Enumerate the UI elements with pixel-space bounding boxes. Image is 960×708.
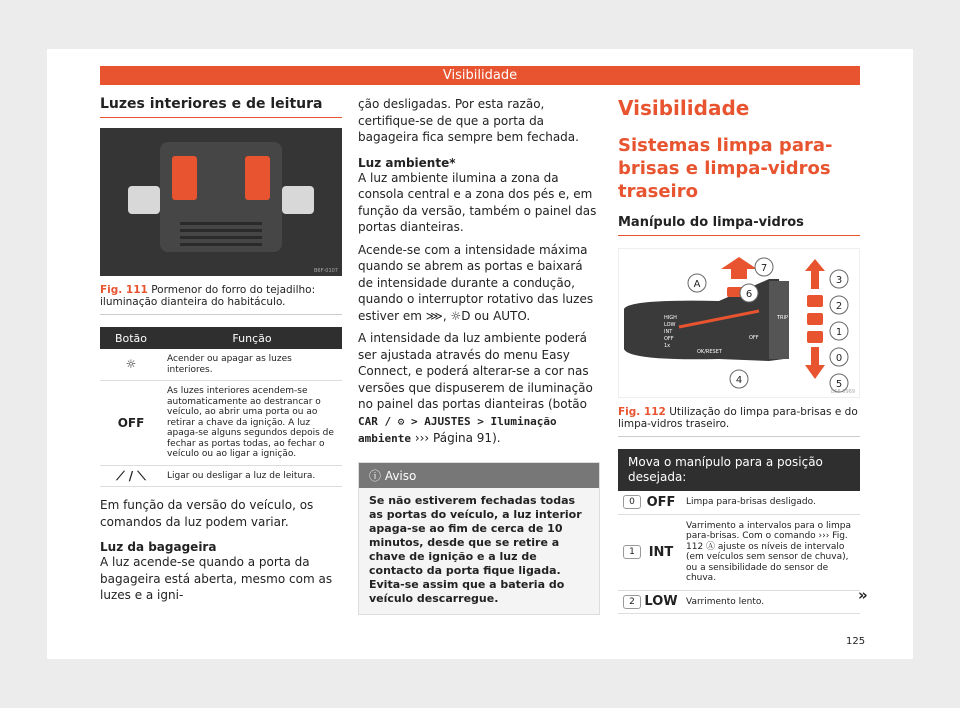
column-2 — [358, 96, 600, 615]
table-row — [100, 465, 342, 487]
position-description: Varrimento lento. — [686, 596, 765, 607]
callout-1: 1 — [835, 327, 843, 338]
paragraph: A luz acende-se quando a porta da bagageira está aberta, mesmo com as luzes e a igni- — [100, 555, 333, 602]
button-function-table — [100, 327, 342, 487]
warning-title-text: Aviso — [384, 468, 417, 483]
stalk-button-text: OK/RESET — [697, 349, 722, 355]
page-number: 125 — [846, 636, 866, 647]
stalk-off-text: OFF — [749, 335, 759, 341]
table-cell: Acender ou apagar as luzes interiores. — [162, 349, 342, 381]
ceiling-light-illustration — [100, 128, 342, 276]
position-number: 1 — [623, 545, 641, 559]
wiper-low-symbol: LOW — [644, 594, 678, 610]
subsection-heading: Manípulo do limpa-vidros — [618, 215, 860, 236]
callout-7: 7 — [760, 263, 768, 274]
callout-2: 2 — [835, 301, 843, 312]
callout-6: 6 — [745, 289, 753, 300]
warning-text: Se não estiverem fechadas todas as portas do veículo, a luz interior apaga-se ao fim de cerca de 10 minutos, desde que se retire a chave de ignição e a luz de contacto da porta fique ligada. Evita-se assim que a bateria do veículo descarregue. — [369, 493, 582, 605]
menu-path: CAR / ⚙ > AJUSTES > Iluminação ambiente — [358, 414, 557, 445]
door-light-off-icon: OFF — [100, 381, 162, 466]
table-row — [100, 381, 342, 466]
figure-caption-text: Pormenor do forro do tejadilho: iluminação dianteira do habitáculo. — [100, 284, 316, 308]
table-row — [618, 515, 860, 591]
callout-3: 3 — [835, 275, 843, 286]
interior-light-icon: ☼ — [100, 349, 162, 381]
page-reference: ››› Página 91). — [414, 431, 501, 445]
position-description: Varrimento a intervalos para o limpa para-brisas. Com o comando ››› Fig. 112 Ⓐ ajuste os níveis de intervalo (em veículos sem sensor de chuva), ou a sensibilidade do sensor de chuva. — [686, 520, 852, 583]
subheading-ambient-light: Luz ambiente* — [358, 155, 456, 170]
warning-box — [358, 462, 600, 615]
positions-table-title: Mova o manípulo para a posição desejada: — [618, 449, 860, 491]
table-row — [100, 349, 342, 381]
warning-title — [359, 463, 599, 488]
chapter-title: Visibilidade — [618, 96, 750, 120]
figure-number: Fig. 112 — [618, 406, 666, 418]
figure-code: B6F-0107 — [313, 268, 338, 274]
paragraph — [358, 330, 600, 448]
paragraph: A luz ambiente ilumina a zona da consola central e a zona dos pés e, em função da versão, também o painel das portas dianteiras. — [358, 170, 597, 234]
figure-number: Fig. 111 — [100, 284, 148, 296]
figure-caption-text: Utilização do limpa para-brisas e do limpa-vidros traseiro. — [618, 406, 858, 430]
section-title: Sistemas limpa para-brisas e limpa-vidros traseiro — [618, 135, 833, 202]
table-row — [618, 591, 860, 615]
stalk-label-1x: 1x — [664, 343, 671, 349]
callout-4: 5 — [835, 379, 843, 390]
stalk-label-high: HIGH — [664, 315, 677, 321]
figure-caption — [618, 406, 860, 437]
table-cell: Ligar ou desligar a luz de leitura. — [162, 465, 342, 487]
figure-112 — [618, 248, 860, 398]
table-cell: As luzes interiores acendem-se automaticamente ao destrancar o veículo, ao abrir uma porta ou ao retirar a chave da ignição. A luz apaga-se alguns segundos depois de fechar as portas todas, ao fechar o veículo ou ao ligar a ignição. — [162, 381, 342, 466]
paragraph: Em função da versão do veículo, os comandos da luz podem variar. — [100, 498, 314, 529]
wiper-off-symbol: OFF — [646, 494, 676, 510]
position-number: 2 — [623, 595, 641, 609]
table-header-function: Função — [162, 327, 342, 349]
section-header: Visibilidade — [100, 66, 860, 85]
column-3 — [618, 96, 860, 614]
figure-111 — [100, 128, 342, 276]
stalk-label-off: OFF — [664, 336, 674, 342]
subheading-luggage-light: Luz da bagageira — [100, 540, 217, 554]
section-heading: Luzes interiores e de leitura — [100, 96, 342, 118]
position-description: Limpa para-brisas desligado. — [686, 497, 816, 507]
callout-0: 0 — [835, 353, 843, 364]
stalk-trip-text: TRIP — [777, 315, 789, 321]
paragraph-text: A intensidade da luz ambiente poderá ser ajustada através do menu Easy Connect, e poderá alterar-se a cor nas versões que dispuserem de iluminação no painel das portas dianteiras (botão — [358, 331, 593, 411]
wiper-stalk-illustration — [619, 249, 861, 399]
continue-marker: » — [858, 586, 868, 604]
figure-code: B5F-0969 — [830, 389, 855, 395]
wiper-int-symbol: INT — [648, 544, 674, 560]
callout-A: A — [693, 279, 701, 290]
column-1 — [100, 96, 342, 604]
reading-light-icon: ⟋ / ⟍ — [100, 465, 162, 487]
stalk-label-int: INT — [664, 329, 673, 335]
table-row — [618, 491, 860, 515]
info-icon: ⓘ — [369, 468, 385, 483]
paragraph: ção desligadas. Por esta razão, certifique-se de que a porta da bagageira fica sempre bem fechada. — [358, 97, 579, 144]
position-number: 0 — [623, 495, 641, 509]
callout-5: 4 — [735, 375, 743, 386]
stalk-label-low: LOW — [664, 322, 676, 328]
figure-caption — [100, 284, 342, 315]
table-header-button: Botão — [100, 327, 162, 349]
paragraph: Acende-se com a intensidade máxima quando se abrem as portas e baixará de intensidade durante a condução, quando o interruptor rotativo das luzes estiver em ⋙, ☼D ou AUTO. — [358, 242, 594, 323]
